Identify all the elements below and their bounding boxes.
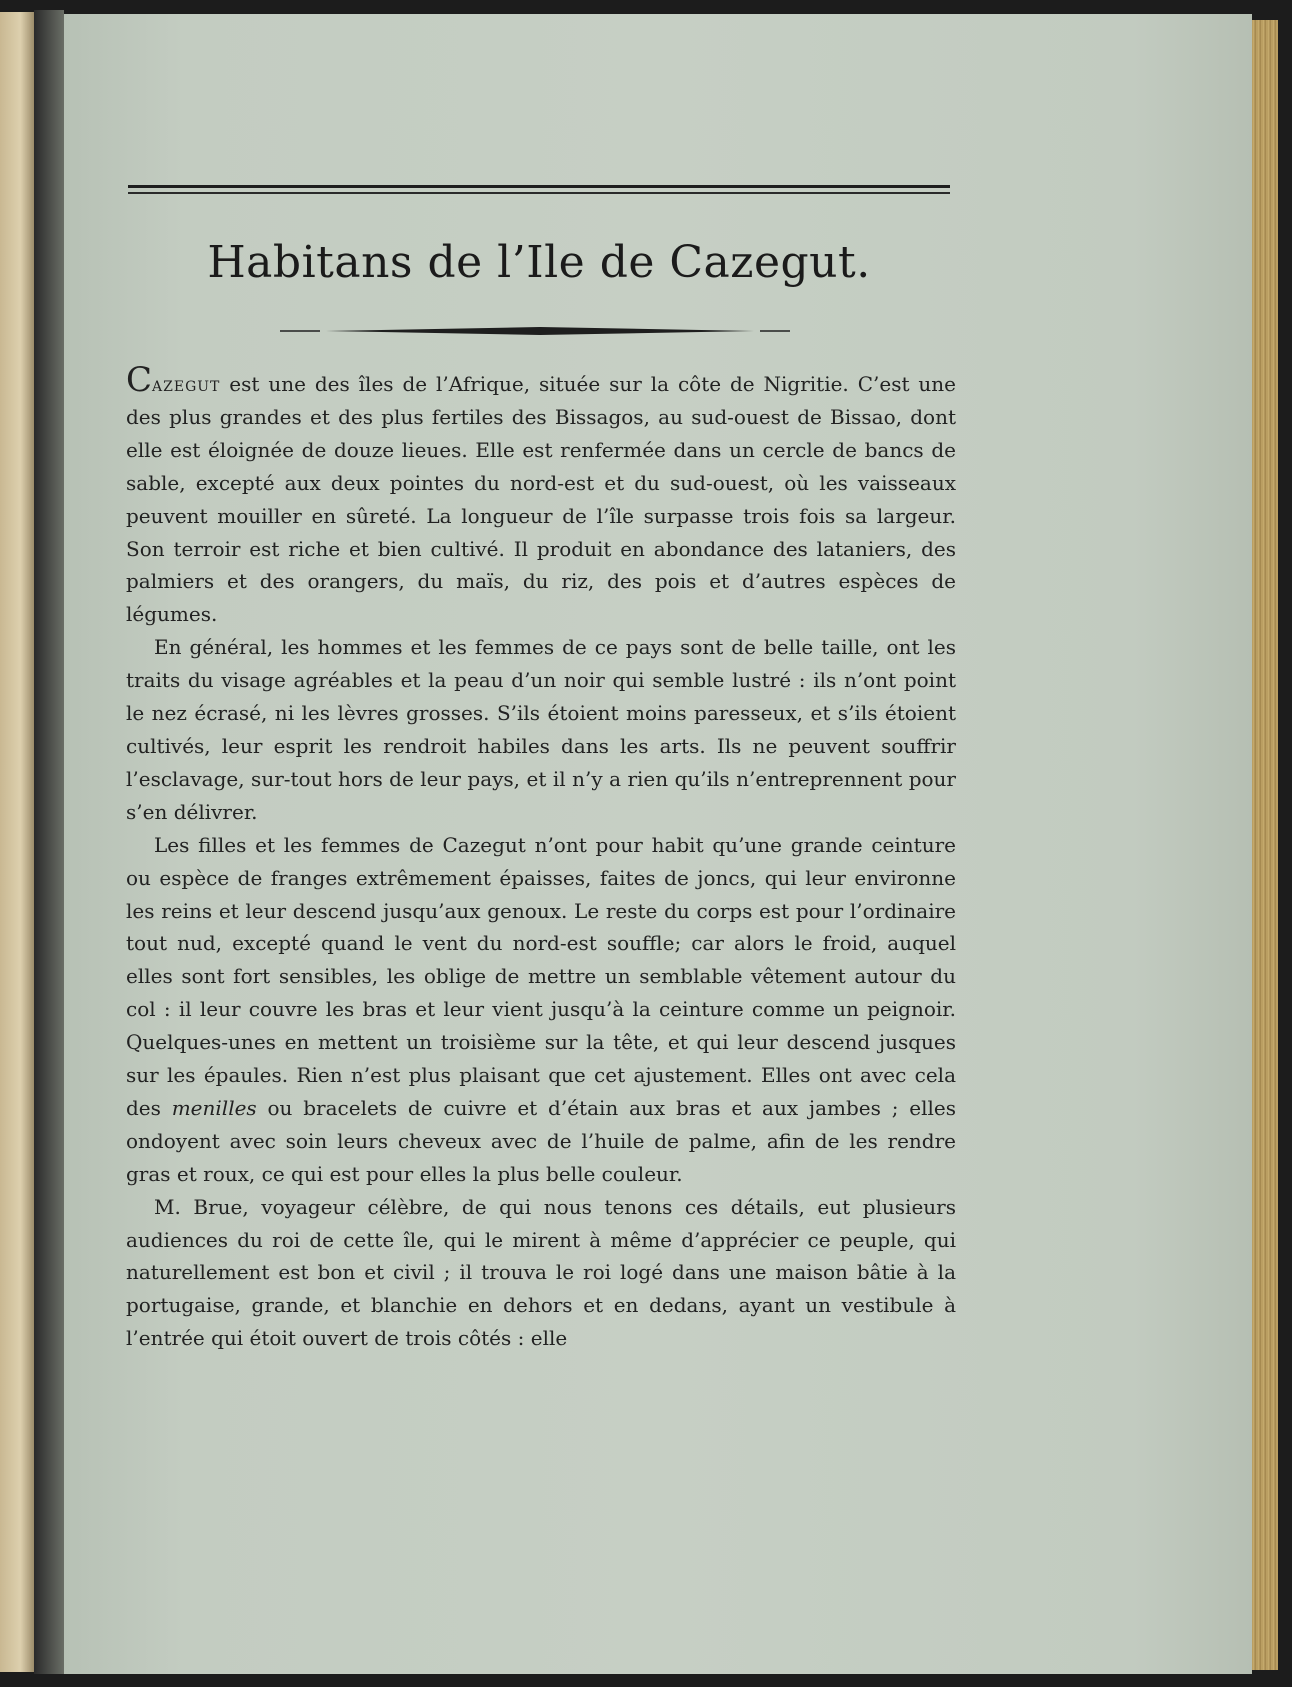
- ornamental-rule: [280, 325, 790, 337]
- body-text: [126, 360, 956, 1355]
- scan-border: [1278, 14, 1292, 1687]
- paragraph-4: M. Brue, voyageur célèbre, de qui nous tenons ces détails, eut plusieurs audiences du roi de cette île, qui le mirent à même d’apprécier ce peuple, qui naturellement est bon et civil ; il trouva le roi logé dans une maison bâtie à la portugaise, grande, et blanchie en dehors et en dedans, ayant un vestibule à l’entrée qui étoit ouvert de trois côtés : elle: [126, 1194, 956, 1351]
- italic-term: menilles: [171, 1095, 257, 1120]
- book-gutter: [34, 10, 64, 1674]
- paragraph-2: En général, les hommes et les femmes de ce pays sont de belle taille, ont les traits du visage agréables et la peau d’un noir qui semble lustré : ils n’ont point le nez écrasé, ni les lèvres grosses. S’ils étoient moins paresseux, et s’ils étoient cultivés, leur esprit les rendroit habiles dans les arts. Ils ne peuvent souffrir l’esclavage, sur-tout hors de leur pays, et il n’y a rien qu’ils n’entreprennent pour s’en délivrer.: [126, 635, 956, 824]
- facing-page-edge: [0, 12, 34, 1672]
- paragraph-3-text-after: ou bracelets de cuivre et d’étain aux bras et aux jambes ; elles ondoyent avec soin leurs cheveux avec de l’huile de palme, afin de les rendre gras et roux, ce qui est pour elles la plus belle couleur.: [126, 1095, 956, 1186]
- drop-cap: C: [126, 360, 153, 400]
- paragraph-3: [126, 829, 956, 1191]
- smallcaps-word: azegut: [152, 372, 221, 396]
- header-double-rule: [128, 185, 950, 195]
- paragraph-3-text-before: Les filles et les femmes de Cazegut n’ont pour habit qu’une grande ceinture ou espèce de franges extrêmement épaisses, faites de joncs, qui leur environne les reins et leur descend jusqu’aux genoux. Le reste du corps est pour l’ordinaire tout nud, excepté quand le vent du nord-est souffle; car alors le froid, auquel elles sont fort sensibles, les oblige de mettre un semblable vêtement autour du col : il leur couvre les bras et leur vient jusqu’à la ceinture comme un peignoir. Quelques-unes en mettent un troisième sur la tête, et qui leur descend jusques sur les épaules. Rien n’est plus plaisant que cet ajustement. Elles ont avec cela des: [126, 832, 956, 1120]
- paragraph-1-text: est une des îles de l’Afrique, située sur la côte de Nigritie. C’est une des plus grandes et des plus fertiles des Bissagos, au sud-ouest de Bissao, dont elle est éloignée de douze lieues. Elle est renfermée dans un cercle de bancs de sable, excepté aux deux pointes du nord-est et du sud-ouest, où les vaisseaux peuvent mouiller en sûreté. La longueur de l’île surpasse trois fois sa largeur. Son terroir est riche et bien cultivé. Il produit en abondance des lataniers, des palmiers et des orangers, du maïs, du riz, des pois et d’autres espèces de légumes.: [126, 372, 956, 627]
- page-title: Habitans de l’Ile de Cazegut.: [207, 237, 871, 288]
- paragraph-1: [126, 360, 956, 631]
- page-block-edge: [1252, 20, 1278, 1670]
